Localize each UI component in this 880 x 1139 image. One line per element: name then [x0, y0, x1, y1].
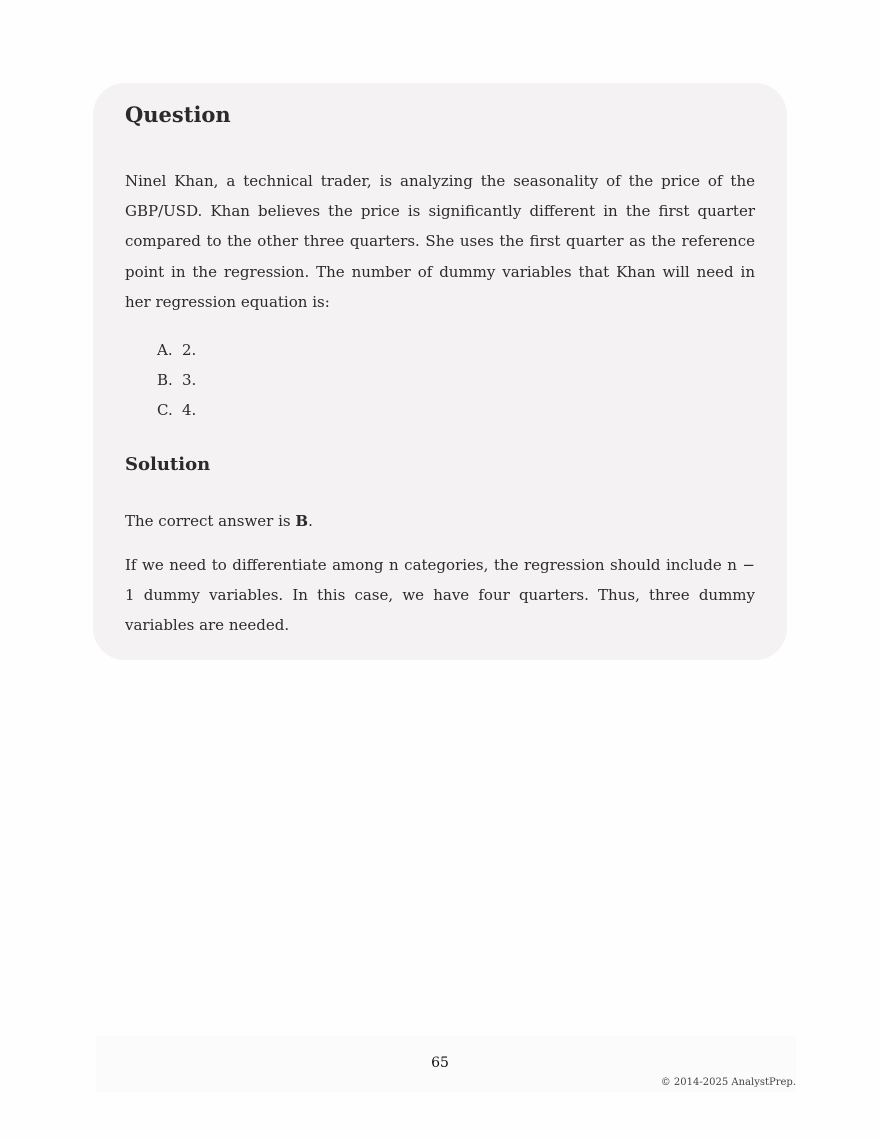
option-letter: C. — [157, 401, 173, 420]
question-heading: Question — [125, 102, 231, 127]
question-text: Ninel Khan, a technical trader, is analyzing the seasonality of the price of the GBP/USD. Khan believes the price is significantly different in the first quarter compared to the other three quarters. She uses the first quarter as the reference point in the regression. The number of dummy variables that Khan will need in her regression equation is: — [125, 172, 755, 311]
answer-options — [157, 335, 196, 426]
answer-letter: B — [295, 512, 309, 530]
copyright-notice: © 2014-2025 AnalystPrep. — [660, 1077, 796, 1088]
option-a — [157, 335, 196, 365]
solution-heading: Solution — [125, 454, 211, 475]
option-c — [157, 395, 196, 425]
page-number: 65 — [431, 1055, 449, 1071]
option-text: 4. — [182, 401, 197, 420]
correct-answer — [125, 506, 313, 536]
option-text: 3. — [182, 371, 197, 390]
option-letter: A. — [157, 341, 173, 359]
answer-suffix: . — [308, 512, 313, 530]
option-b — [157, 365, 196, 395]
solution-explanation: If we need to differentiate among n categories, the regression should include n − 1 dummy variables. In this case, we have four quarters. Thus, three dummy variables are needed. — [125, 556, 755, 635]
answer-prefix: The correct answer is — [125, 512, 296, 530]
option-letter: B. — [157, 371, 173, 390]
question-card — [93, 83, 787, 660]
option-text: 2. — [182, 341, 197, 359]
